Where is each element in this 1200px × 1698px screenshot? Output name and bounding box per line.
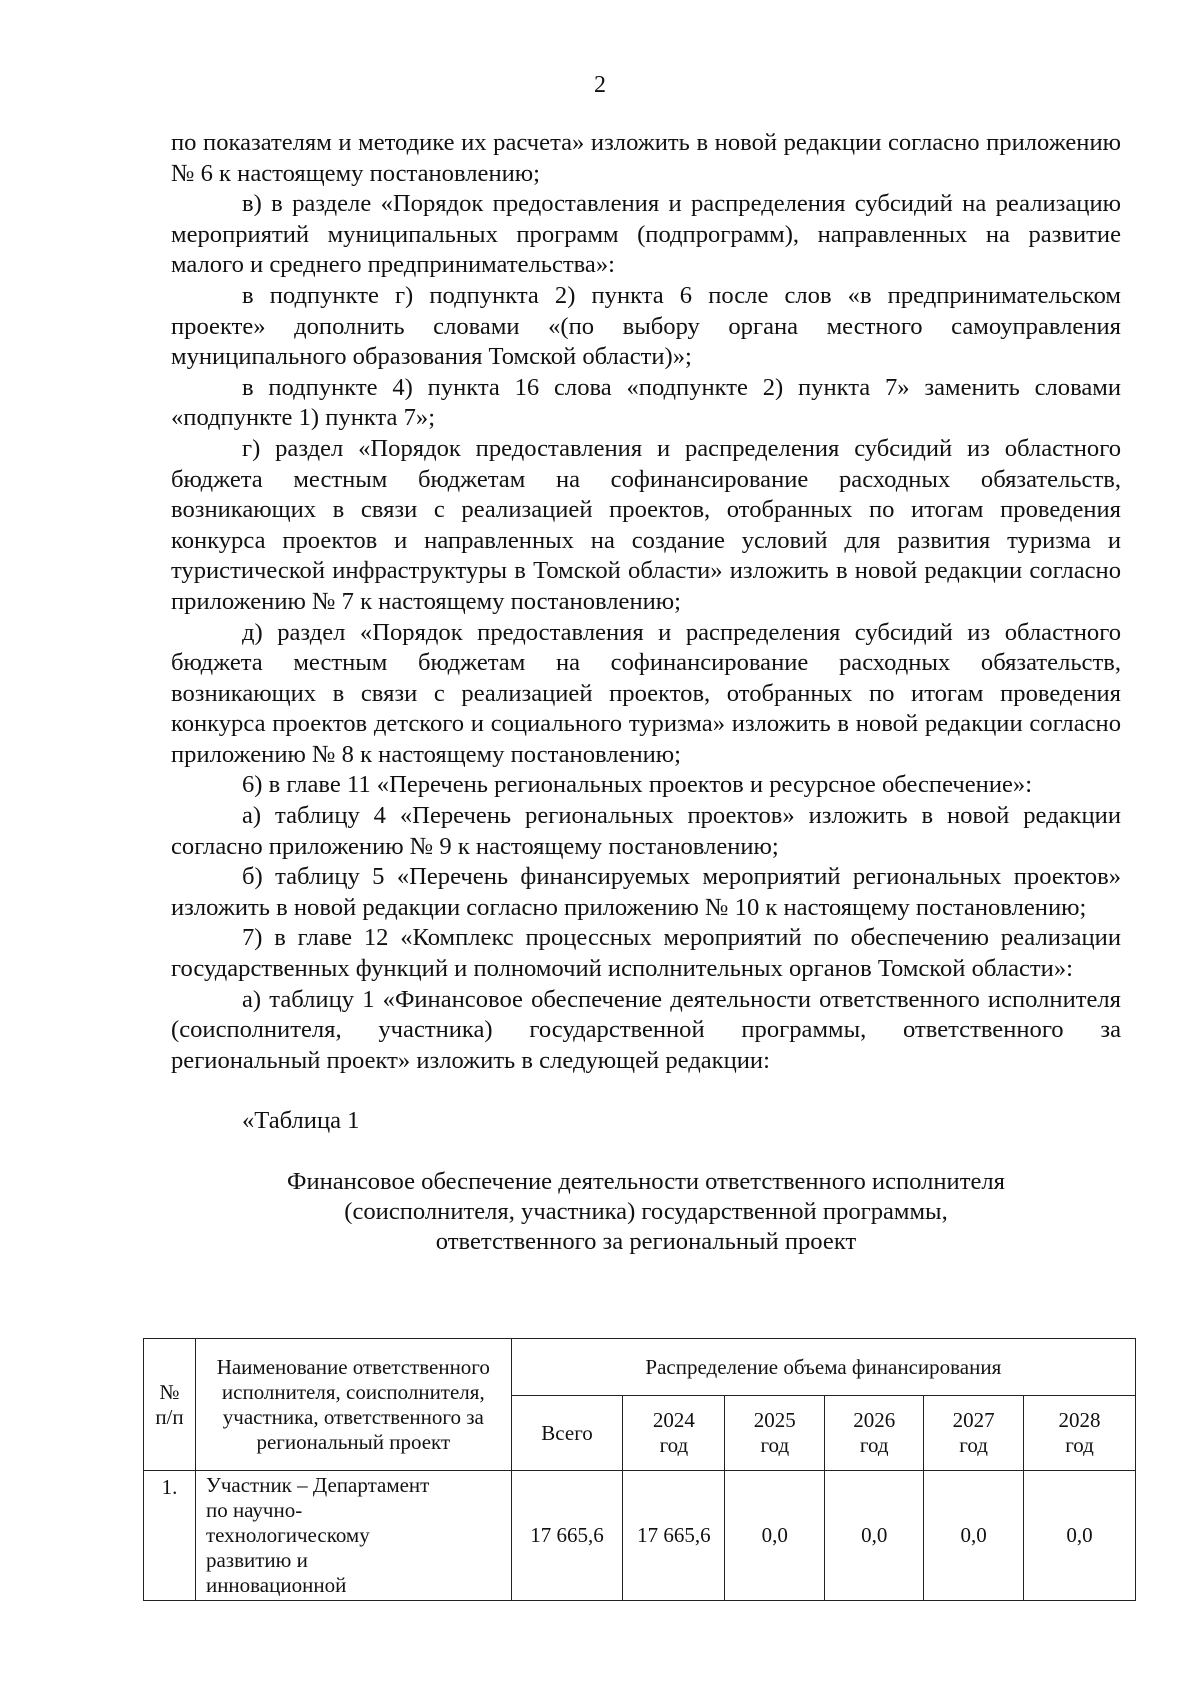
paragraph: а) таблицу 1 «Финансовое обеспечение деятельности ответственного исполнителя (соисполнителя, участника) государственной программы, ответственного за региональный проект» изложить в следующей редакции: [171,985,1121,1074]
cell-year: 17 665,6 [623,1471,725,1601]
paragraph: 7) в главе 12 «Комплекс процессных мероприятий по обеспечению реализации государственных функций и полномочий исполнительных органов Томской области»: [171,924,1121,983]
table-title [171,1167,1121,1257]
table-title-line: Финансовое обеспечение деятельности ответственного исполнителя [287,1168,1005,1195]
cell-num: 1. [144,1471,196,1601]
header-year: 2028 год [1024,1396,1136,1471]
cell-year: 0,0 [825,1471,924,1601]
cell-name: Участник – Департамент по научно-технологическому развитию и инновационной [195,1471,511,1601]
paragraph: д) раздел «Порядок предоставления и распределения субсидий из областного бюджета местным бюджетам на софинансирование расходных обязательств, возникающих в связи с реализацией проектов, отобранных по итогам проведения конкурса проектов детского и социального туризма» изложить в новой редакции согласно приложению № 8 к настоящему постановлению; [171,618,1121,768]
header-year: 2027 год [924,1396,1024,1471]
paragraph: а) таблицу 4 «Перечень региональных проектов» изложить в новой редакции согласно приложению № 9 к настоящему постановлению; [171,802,1121,860]
cell-year: 0,0 [725,1471,825,1601]
table-label: «Таблица 1 [242,1107,360,1135]
page-number: 2 [594,72,606,98]
document-body [171,128,1121,1257]
financing-table [143,1338,1136,1601]
header-year: 2026 год [825,1396,924,1471]
table-title-line: (соисполнителя, участника) государственной программы, [344,1198,948,1225]
cell-year: 0,0 [924,1471,1024,1601]
cell-total: 17 665,6 [511,1471,623,1601]
paragraph: в подпункте г) подпункта 2) пункта 6 после слов «в предпринимательском проекте» дополнить словами «(по выбору органа местного самоуправления муниципального образования Томской области)»; [171,281,1121,371]
paragraph: в подпункте 4) пункта 16 слова «подпункте 2) пункта 7» заменить словами «подпункте 1) пункта 7»; [171,373,1121,432]
cell-year: 0,0 [1024,1471,1136,1601]
paragraph: г) раздел «Порядок предоставления и распределения субсидий из областного бюджета местным бюджетам на софинансирование расходных обязательств, возникающих в связи с реализацией проектов, отобранных по итогам проведения конкурса проектов и направленных на создание условий для развития туризма и туристической инфраструктуры в Томской области» изложить в новой редакции согласно приложению № 7 к настоящему постановлению; [171,434,1121,615]
header-distribution: Распределение объема финансирования [511,1339,1135,1396]
paragraph: 6) в главе 11 «Перечень региональных проектов и ресурсное обеспечение»: [242,771,1033,799]
header-year: 2024 год [623,1396,725,1471]
header-name: Наименование ответственного исполнителя, соисполнителя, участника, ответственного за региональный проект [195,1339,511,1471]
paragraph: в) в разделе «Порядок предоставления и распределения субсидий на реализацию мероприятий муниципальных программ (подпрограмм), направленных на развитие малого и среднего предпринимательства»: [171,190,1121,279]
table-row [144,1471,1136,1601]
paragraph: б) таблицу 5 «Перечень финансируемых мероприятий региональных проектов» изложить в новой редакции согласно приложению № 10 к настоящему постановлению; [171,863,1121,921]
header-year: 2025 год [725,1396,825,1471]
header-total: Всего [511,1396,623,1471]
table-title-line: ответственного за региональный проект [435,1228,857,1255]
header-num: № п/п [144,1339,196,1471]
paragraph: по показателям и методике их расчета» изложить в новой редакции согласно приложению № 6 к настоящему постановлению; [171,129,1121,187]
table-header-row [144,1339,1136,1396]
